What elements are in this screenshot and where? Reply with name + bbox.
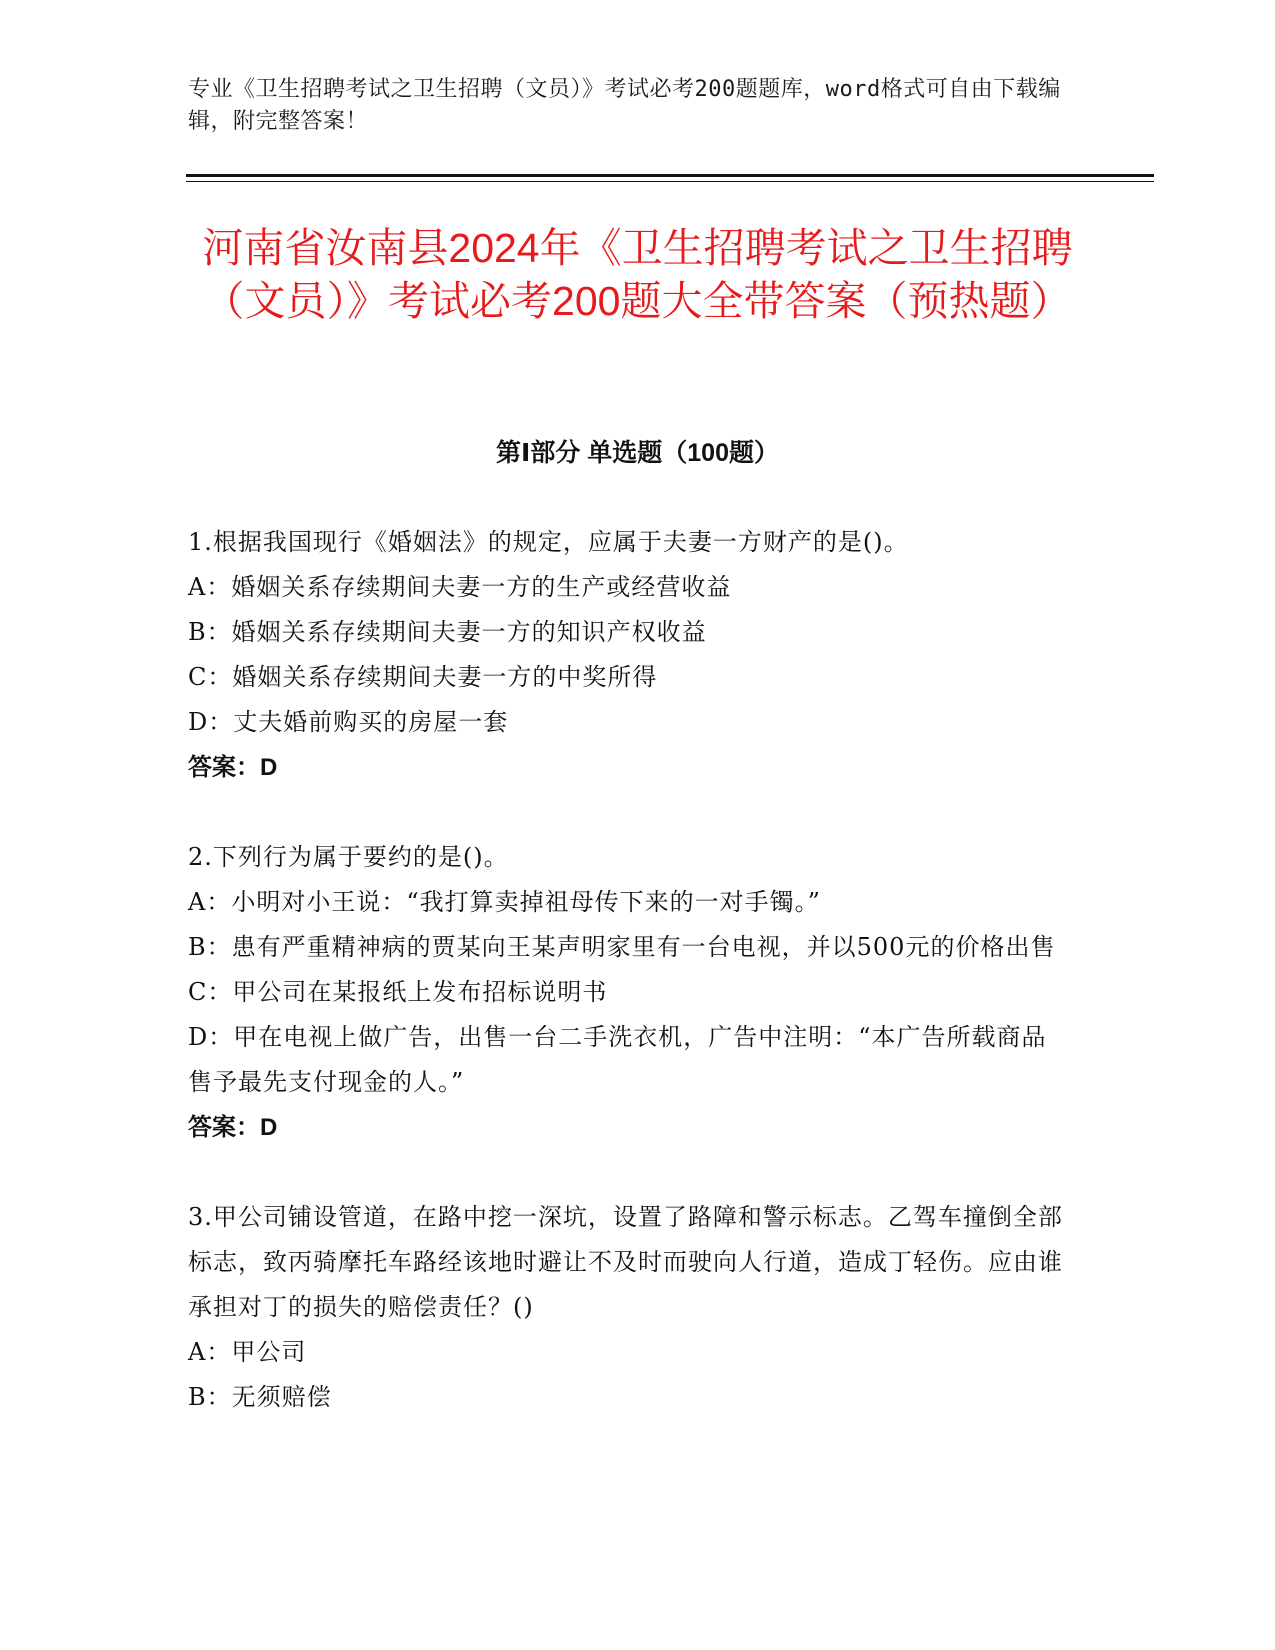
document-title: 河南省汝南县2024年《卫生招聘考试之卫生招聘（文员）》考试必考200题大全带答案（预热题） bbox=[202, 225, 1073, 324]
question-2 bbox=[188, 835, 1068, 1150]
option-c: C：甲公司在某报纸上发布招标说明书 bbox=[188, 978, 608, 1006]
option-d: D：甲在电视上做广告，出售一台二手洗衣机，广告中注明：“本广告所载商品售予最先支付现金的人。” bbox=[188, 1023, 1047, 1096]
question-stem: 3.甲公司铺设管道，在路中挖一深坑，设置了路障和警示标志。乙驾车撞倒全部标志，致丙骑摩托车路经该地时避让不及时而驶向人行道，造成丁轻伤。应由谁承担对丁的损失的赔偿责任？() bbox=[188, 1203, 1063, 1321]
answer: 答案：D bbox=[188, 1114, 278, 1141]
option-a: A：甲公司 bbox=[188, 1338, 307, 1366]
option-c: C：婚姻关系存续期间夫妻一方的中奖所得 bbox=[188, 663, 658, 691]
answer: 答案：D bbox=[188, 754, 278, 781]
option-b: B：患有严重精神病的贾某向王某声明家里有一台电视，并以500元的价格出售 bbox=[188, 933, 1056, 961]
section-title: 第Ⅰ部分 单选题（100题） bbox=[496, 439, 779, 467]
option-a: A：小明对小王说：“我打算卖掉祖母传下来的一对手镯。” bbox=[188, 888, 821, 916]
option-b: B：婚姻关系存续期间夫妻一方的知识产权收益 bbox=[188, 618, 707, 646]
question-stem: 2.下列行为属于要约的是()。 bbox=[188, 843, 509, 871]
option-a: A：婚姻关系存续期间夫妻一方的生产或经营收益 bbox=[188, 573, 732, 601]
header-divider-thin bbox=[186, 181, 1154, 182]
header-divider-thick bbox=[186, 174, 1154, 177]
question-stem: 1.根据我国现行《婚姻法》的规定，应属于夫妻一方财产的是()。 bbox=[188, 528, 909, 556]
option-b: B：无须赔偿 bbox=[188, 1383, 332, 1411]
option-d: D：丈夫婚前购买的房屋一套 bbox=[188, 708, 509, 736]
header-note: 专业《卫生招聘考试之卫生招聘（文员）》考试必考200题题库，word格式可自由下载编辑，附完整答案！ bbox=[188, 77, 1061, 134]
question-list bbox=[188, 520, 1068, 1465]
question-3 bbox=[188, 1195, 1068, 1420]
question-1 bbox=[188, 520, 1068, 790]
